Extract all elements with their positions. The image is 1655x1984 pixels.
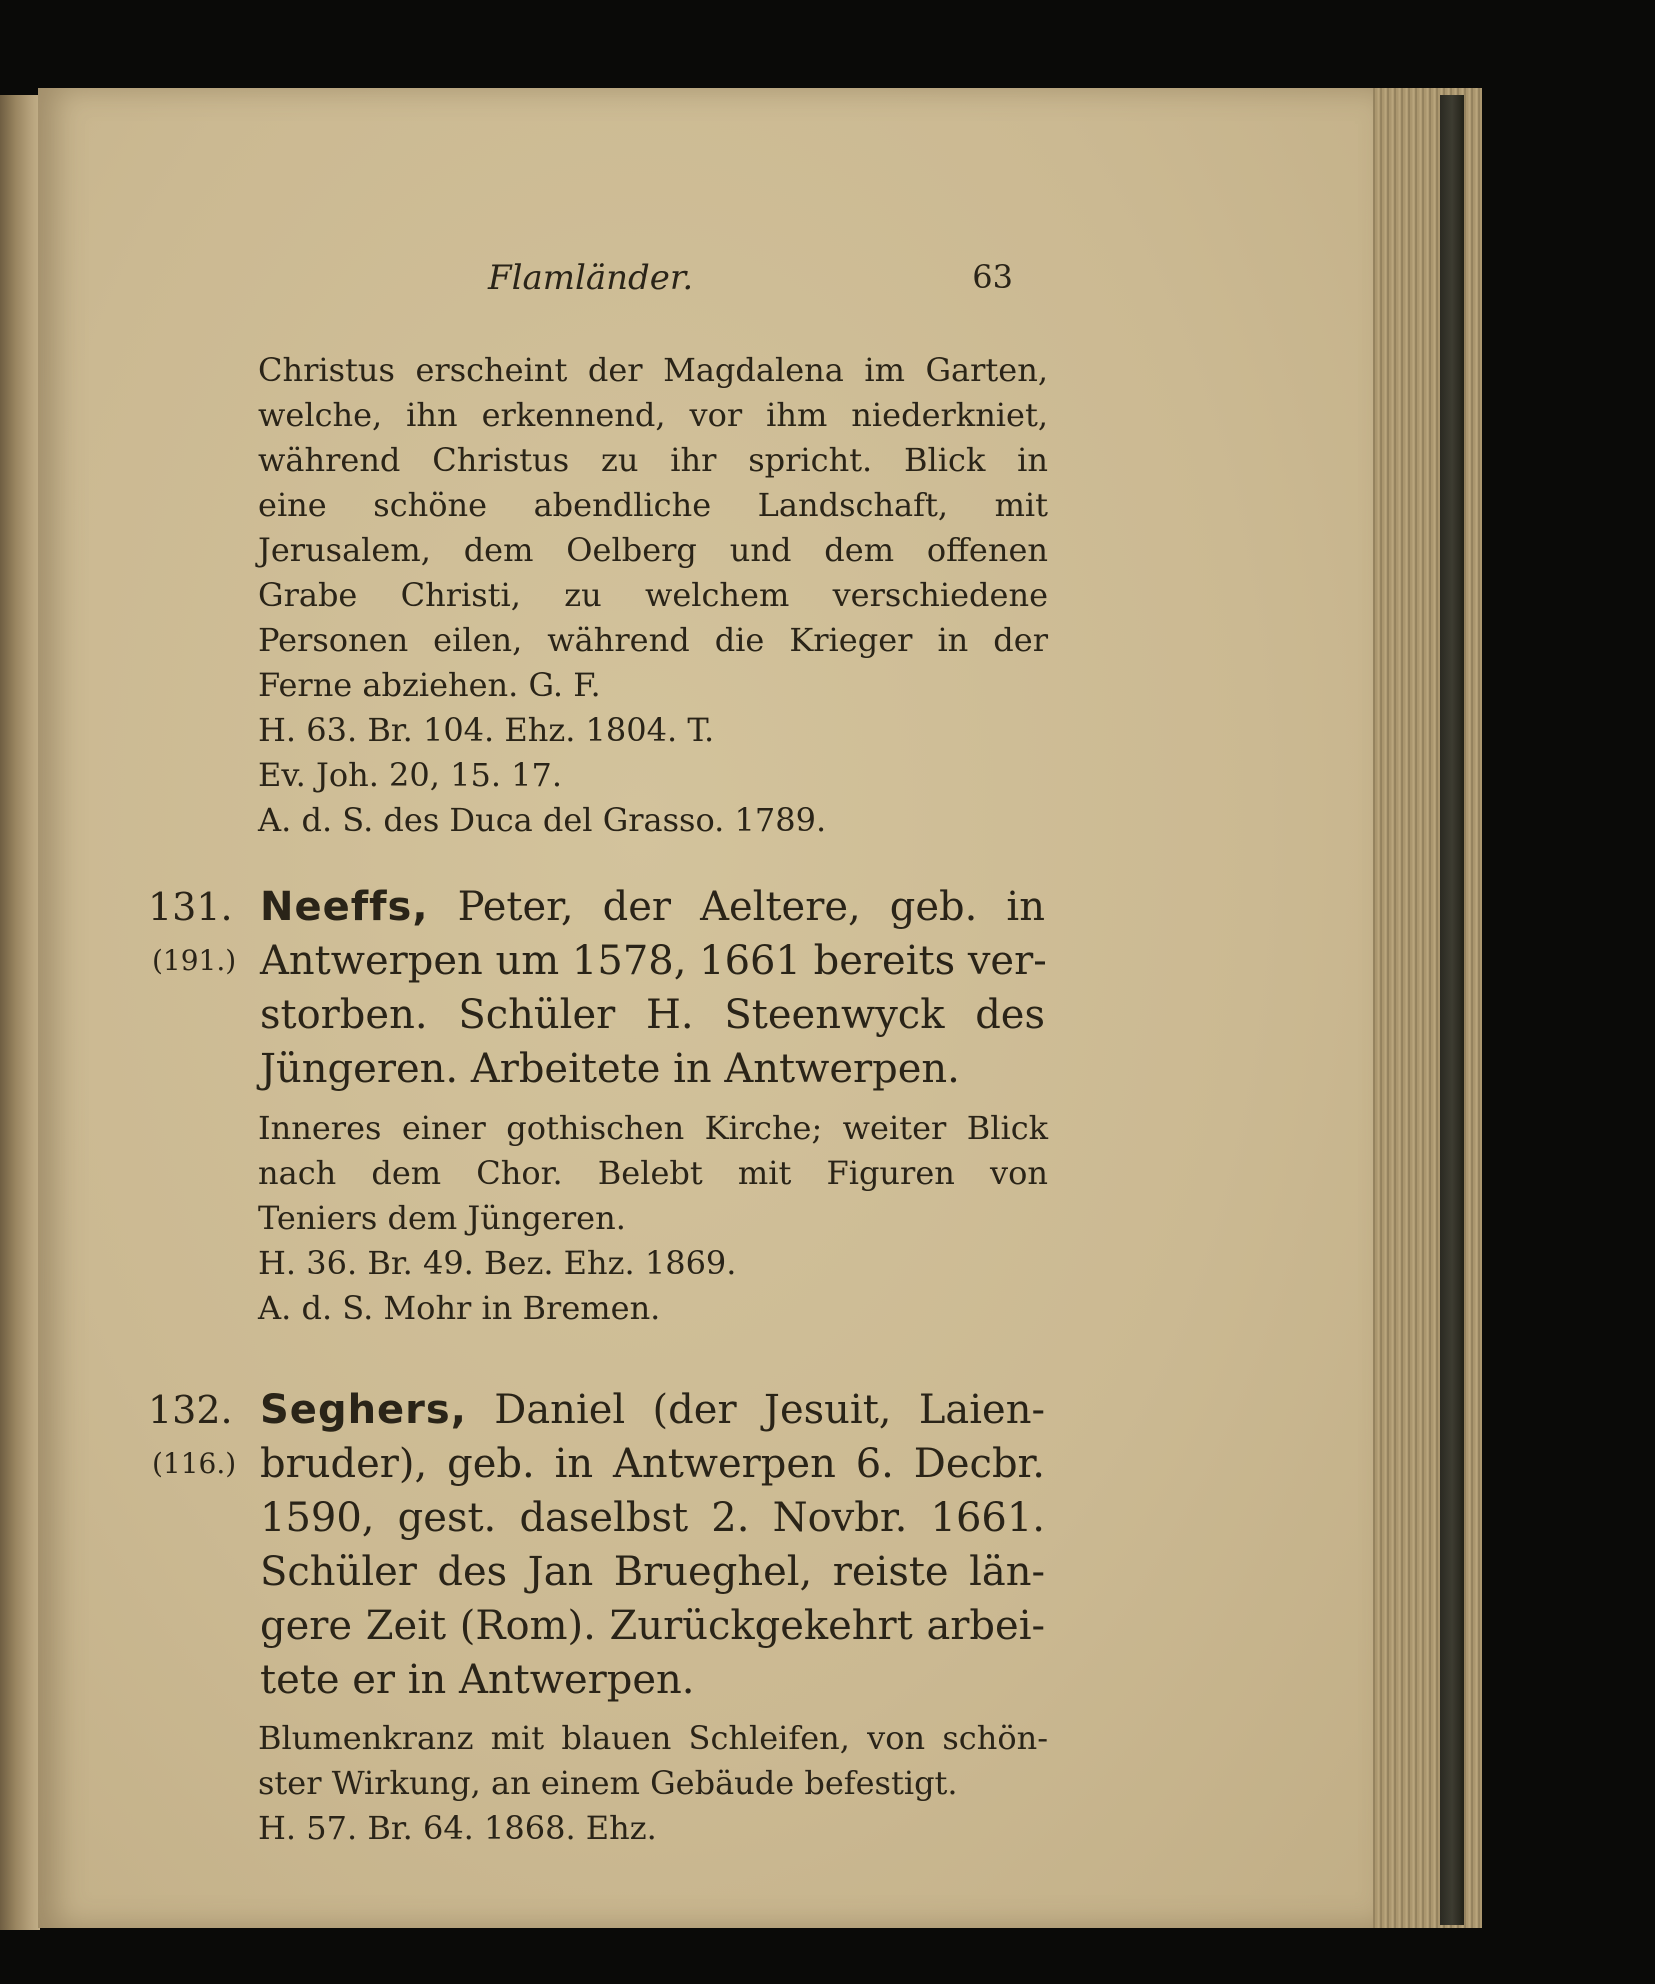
text-line: Ferne abziehen. G. F. — [258, 666, 601, 704]
text-line: Ev. Joh. 20, 15. 17. — [258, 756, 563, 794]
bio-line: bruder), geb. in Antwerpen 6. Decbr. — [260, 1441, 1045, 1487]
desc-line: Blumenkranz mit blauen Schleifen, von schön- — [258, 1719, 1048, 1757]
bio-line: storben. Schüler H. Steenwyck des — [260, 992, 1045, 1038]
entry-biography — [260, 1383, 1045, 1707]
running-header — [138, 258, 1013, 308]
desc-line: Teniers dem Jüngeren. — [258, 1199, 626, 1237]
continued-entry — [258, 348, 1048, 843]
book-page — [38, 88, 1373, 1928]
bio-text: Daniel (der Jesuit, Laien- — [494, 1387, 1045, 1433]
book-cover-edge — [1440, 95, 1464, 1925]
bio-line: Jüngeren. Arbeitete in Antwerpen. — [260, 1046, 960, 1092]
page-stack-edge — [1362, 88, 1482, 1928]
desc-line: H. 57. Br. 64. 1868. Ehz. — [258, 1809, 657, 1847]
bio-line: Schüler des Jan Brueghel, reiste län- — [260, 1549, 1045, 1595]
entry-old-number: (191.) — [152, 944, 237, 977]
text-line: Christus erscheint der Magdalena im Garten, — [258, 351, 1048, 389]
left-page-edge — [0, 95, 40, 1930]
artist-name: Seghers, — [260, 1387, 467, 1433]
desc-line: A. d. S. Mohr in Bremen. — [258, 1289, 661, 1327]
entry-description — [258, 1106, 1048, 1331]
text-line: A. d. S. des Duca del Grasso. 1789. — [258, 801, 827, 839]
desc-line: ster Wirkung, an einem Gebäude befestigt. — [258, 1764, 958, 1802]
desc-line: nach dem Chor. Belebt mit Figuren von — [258, 1154, 1048, 1192]
text-line: Jerusalem, dem Oelberg und dem offenen — [258, 531, 1048, 569]
bio-line: Antwerpen um 1578, 1661 bereits ver- — [260, 938, 1047, 984]
text-line: welche, ihn erkennend, vor ihm niederkniet, — [258, 396, 1048, 434]
text-line: Grabe Christi, zu welchem verschiedene — [258, 576, 1048, 614]
bio-line — [260, 1383, 1045, 1437]
page-number: 63 — [972, 258, 1013, 296]
bio-line: 1590, gest. daselbst 2. Novbr. 1661. — [260, 1495, 1045, 1541]
text-line: Personen eilen, während die Krieger in der — [258, 621, 1048, 659]
text-line: H. 63. Br. 104. Ehz. 1804. T. — [258, 711, 715, 749]
desc-line: H. 36. Br. 49. Bez. Ehz. 1869. — [258, 1244, 737, 1282]
desc-line: Inneres einer gothischen Kirche; weiter Blick — [258, 1109, 1048, 1147]
bio-line: gere Zeit (Rom). Zurückgekehrt arbei- — [260, 1603, 1045, 1649]
entry-number: 132. — [148, 1388, 233, 1432]
entry-description — [258, 1716, 1048, 1851]
bio-line — [260, 880, 1045, 934]
artist-name: Neeffs, — [260, 884, 429, 930]
bio-text: Peter, der Aeltere, geb. in — [457, 884, 1045, 930]
running-title: Flamländer. — [488, 258, 694, 298]
text-line: während Christus zu ihr spricht. Blick in — [258, 441, 1048, 479]
bio-line: tete er in Antwerpen. — [260, 1657, 695, 1703]
text-line: eine schöne abendliche Landschaft, mit — [258, 486, 1048, 524]
entry-biography — [260, 880, 1045, 1096]
entry-number: 131. — [148, 885, 233, 929]
entry-old-number: (116.) — [152, 1447, 237, 1480]
